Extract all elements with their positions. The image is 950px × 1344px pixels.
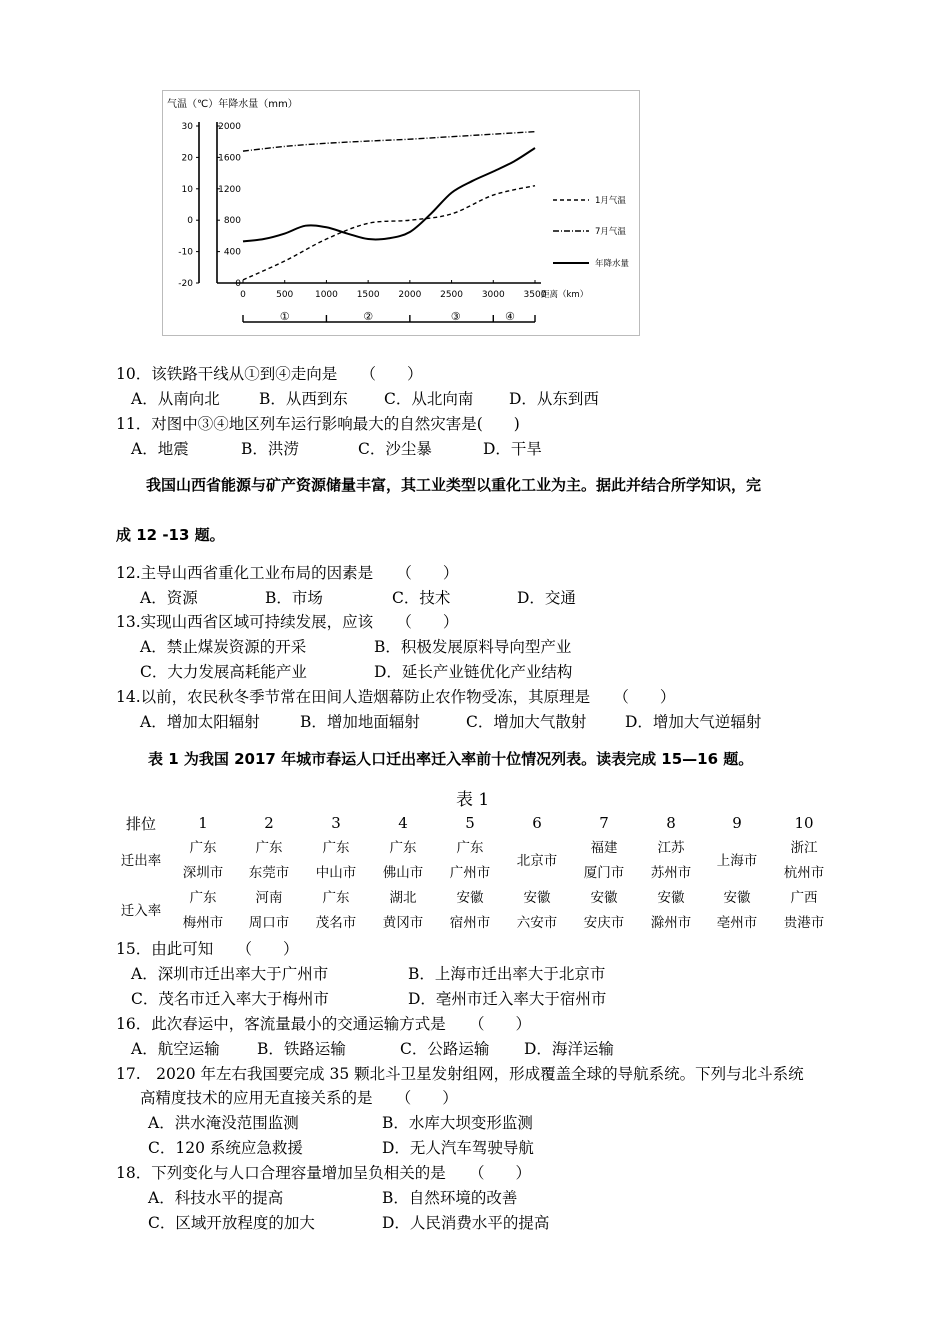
question-15-option-d: D．亳州市迁入率大于宿州市 <box>408 990 607 1008</box>
table-row <box>112 836 838 886</box>
question-11-option-b: B．洪涝 <box>241 440 299 458</box>
question-18-option-d: D．人民消费水平的提高 <box>382 1214 550 1232</box>
table-cell <box>704 836 770 886</box>
cell-city: 亳州市 <box>716 915 758 931</box>
question-18-option-c: C．区域开放程度的加大 <box>148 1214 315 1232</box>
cell-province: 安徽 <box>456 890 484 906</box>
x-tick-label: 2000 <box>398 290 422 300</box>
temperature-tick-label: 30 <box>181 122 193 132</box>
cell-city: 茂名市 <box>315 915 357 931</box>
question-stem: 该铁路干线从①到④走向是 （ ） <box>151 365 423 383</box>
question-17-option-b: B．水库大坝变形监测 <box>382 1114 533 1132</box>
table-header-cell: 10 <box>794 814 814 832</box>
cell-city: 六安市 <box>516 915 558 931</box>
cell-city: 北京市 <box>516 852 558 869</box>
table-header-row <box>112 810 838 836</box>
table-cell <box>704 886 770 936</box>
table-header-cell: 8 <box>666 814 676 832</box>
intro-text-line2: 成 12 -13 题。 <box>116 526 225 544</box>
region-label: ③ <box>450 310 461 323</box>
question-16-option-b: B．铁路运输 <box>257 1040 346 1058</box>
intro-text-line1: 我国山西省能源与矿产资源储量丰富，其工业类型以重化工业为主。据此并结合所学知识，完 <box>146 476 762 494</box>
table-header-cell: 9 <box>732 814 742 832</box>
question-17-stem-line2: 高精度技术的应用无直接关系的是 （ ） <box>140 1089 458 1107</box>
cell-province: 广东 <box>389 840 417 856</box>
question-10-option-a: A．从南向北 <box>131 390 220 408</box>
question-14-stem: 14.以前，农民秋冬季节常在田间人造烟幕防止农作物受冻，其原理是 （ ） <box>116 688 676 706</box>
question-11-option-a: A．地震 <box>131 440 189 458</box>
question-number: 11． <box>116 415 152 433</box>
table-cell <box>638 836 704 886</box>
x-tick-label: 500 <box>276 290 294 300</box>
cell-province: 安徽 <box>723 890 751 906</box>
question-13-option-d: D．延长产业链优化产业结构 <box>374 663 573 681</box>
cell-province: 广东 <box>189 890 217 906</box>
cell-city: 安庆市 <box>583 915 625 931</box>
table-cell <box>504 836 570 886</box>
table-header-cell: 2 <box>264 814 274 832</box>
question-10 <box>116 364 423 384</box>
cell-city: 厦门市 <box>583 865 625 881</box>
question-17-option-a: A．洪水淹没范围监测 <box>148 1114 299 1132</box>
cell-city: 佛山市 <box>382 865 424 881</box>
question-15-option-b: B．上海市迁出率大于北京市 <box>408 965 606 983</box>
legend-label: 7月气温 <box>595 227 626 237</box>
table-cell <box>170 886 236 936</box>
table-header-cell: 7 <box>599 814 609 832</box>
question-17-option-c: C．120 系统应急救援 <box>148 1139 303 1157</box>
question-14-option-b: B．增加地面辐射 <box>300 713 420 731</box>
question-13-option-c: C．大力发展高耗能产业 <box>140 663 307 681</box>
precipitation-tick-label: 0 <box>235 279 241 289</box>
cell-province: 安徽 <box>523 890 551 906</box>
table-cell <box>236 836 302 886</box>
cell-city: 深圳市 <box>182 865 224 881</box>
cell-city: 梅州市 <box>182 915 224 931</box>
table-cell <box>436 886 504 936</box>
table-cell <box>236 886 302 936</box>
table-cell <box>638 886 704 936</box>
question-17-option-d: D．无人汽车驾驶导航 <box>382 1139 534 1157</box>
table-header-cell: 5 <box>465 814 475 832</box>
question-15-option-a: A．深圳市迁出率大于广州市 <box>131 965 329 983</box>
cell-province: 安徽 <box>590 890 618 906</box>
question-17-stem-line1: 17. 2020 年左右我国要完成 35 颗北斗卫星发射组网，形成覆盖全球的导航系统。下列与北斗系统 <box>116 1065 804 1083</box>
question-18-stem: 18．下列变化与人口合理容量增加呈负相关的是 （ ） <box>116 1164 531 1182</box>
region-label: ① <box>279 310 290 323</box>
question-stem: 对图中③④地区列车运行影响最大的自然灾害是( ) <box>151 415 520 433</box>
table-cell <box>570 836 638 886</box>
table-header-cell: 6 <box>532 814 542 832</box>
question-12-stem: 12.主导山西省重化工业布局的因素是 （ ） <box>116 564 459 582</box>
migration-table <box>112 810 838 936</box>
question-12-option-b: B．市场 <box>265 589 323 607</box>
cell-city: 上海市 <box>716 852 758 869</box>
cell-province: 广东 <box>189 840 217 856</box>
question-14-option-a: A．增加太阳辐射 <box>140 713 260 731</box>
cell-city: 周口市 <box>248 915 290 931</box>
x-tick-label: 3500 <box>523 290 547 300</box>
x-tick-label: 3000 <box>481 290 505 300</box>
question-15-stem: 15．由此可知 （ ） <box>116 940 299 958</box>
precipitation-tick-label: 1200 <box>218 184 241 195</box>
temperature-tick-label: 10 <box>181 184 193 195</box>
cell-province: 湖北 <box>389 890 417 906</box>
question-11-option-c: C．沙尘暴 <box>358 440 432 458</box>
x-tick-label: 1500 <box>356 290 380 300</box>
cell-city: 杭州市 <box>783 865 825 881</box>
question-10-option-b: B．从西到东 <box>259 390 348 408</box>
table-cell <box>302 886 370 936</box>
table-row-label: 迁入率 <box>120 902 162 919</box>
table-cell <box>436 836 504 886</box>
table-header-cell: 4 <box>398 814 408 832</box>
cell-city: 贵港市 <box>783 915 825 931</box>
table-cell <box>170 836 236 886</box>
cell-province: 福建 <box>590 840 618 856</box>
region-label: ② <box>363 310 374 323</box>
question-11 <box>116 414 520 434</box>
cell-province: 广东 <box>322 890 350 906</box>
question-13-option-a: A．禁止煤炭资源的开采 <box>140 638 307 656</box>
question-15-option-c: C．茂名市迁入率大于梅州市 <box>131 990 329 1008</box>
cell-province: 安徽 <box>657 890 685 906</box>
table-header-rank: 排位 <box>125 814 156 833</box>
table-caption: 表 1 <box>456 790 490 810</box>
question-11-option-d: D．干旱 <box>483 440 542 458</box>
cell-province: 广东 <box>456 840 484 856</box>
cell-city: 苏州市 <box>650 865 692 881</box>
question-14-option-d: D．增加大气逆辐射 <box>625 713 762 731</box>
question-16-option-c: C．公路运输 <box>400 1040 490 1058</box>
chart-frame <box>162 90 640 336</box>
chart-header-label: 气温（℃）年降水量（mm） <box>167 99 298 110</box>
table-cell <box>302 836 370 886</box>
temperature-tick-label: 20 <box>181 153 193 164</box>
cell-city: 黄冈市 <box>382 915 424 931</box>
temperature-tick-label: -10 <box>178 247 193 258</box>
question-16-option-a: A．航空运输 <box>131 1040 220 1058</box>
question-13-option-b: B．积极发展原料导向型产业 <box>374 638 572 656</box>
table-cell <box>504 886 570 936</box>
precipitation-tick-label: 2000 <box>218 122 241 132</box>
table-header-cell: 1 <box>198 814 208 832</box>
series-line-solid <box>243 148 535 241</box>
question-12-option-c: C．技术 <box>392 589 451 607</box>
temperature-tick-label: -20 <box>178 279 193 289</box>
question-10-option-d: D．从东到西 <box>509 390 599 408</box>
climate-chart <box>163 91 639 335</box>
question-18-option-b: B．自然环境的改善 <box>382 1189 518 1207</box>
table-cell <box>570 886 638 936</box>
cell-city: 滁州市 <box>650 915 692 931</box>
question-number: 10． <box>116 365 152 383</box>
table-cell <box>770 886 838 936</box>
table-intro-text: 表 1 为我国 2017 年城市春运人口迁出率迁入率前十位情况列表。读表完成 15—16 题。 <box>148 750 754 768</box>
series-line-dashdot <box>243 132 535 151</box>
question-13-stem: 13.实现山西省区域可持续发展，应该 （ ） <box>116 613 459 631</box>
cell-province: 广西 <box>790 890 818 906</box>
question-14-option-c: C．增加大气散射 <box>466 713 587 731</box>
cell-province: 浙江 <box>790 840 818 856</box>
x-tick-label: 1000 <box>314 290 338 300</box>
table-row-label: 迁出率 <box>120 852 162 869</box>
cell-city: 宿州市 <box>449 915 491 931</box>
cell-province: 江苏 <box>657 840 685 856</box>
question-10-option-c: C．从北向南 <box>384 390 474 408</box>
question-12-option-a: A．资源 <box>140 589 198 607</box>
cell-city: 中山市 <box>315 865 357 881</box>
question-16-option-d: D．海洋运输 <box>524 1040 614 1058</box>
legend-label: 年降水量 <box>595 259 630 269</box>
x-tick-label: 0 <box>240 290 246 300</box>
question-12-option-d: D．交通 <box>517 589 576 607</box>
cell-province: 广东 <box>255 840 283 856</box>
precipitation-tick-label: 800 <box>223 216 241 227</box>
table-cell <box>370 836 436 886</box>
table-cell <box>370 886 436 936</box>
table-header-cell: 3 <box>331 814 341 832</box>
legend-label: 1月气温 <box>595 196 626 206</box>
table-cell <box>770 836 838 886</box>
temperature-tick-label: 0 <box>187 216 193 227</box>
x-axis-label: 距离（km） <box>541 290 589 300</box>
cell-city: 东莞市 <box>248 865 290 881</box>
precipitation-tick-label: 1600 <box>218 153 241 164</box>
table-row <box>112 886 838 936</box>
cell-city: 广州市 <box>449 865 491 881</box>
question-16-stem: 16．此次春运中，客流量最小的交通运输方式是 （ ） <box>116 1015 531 1033</box>
question-18-option-a: A．科技水平的提高 <box>148 1189 284 1207</box>
x-tick-label: 2500 <box>440 290 464 300</box>
cell-province: 广东 <box>322 840 350 856</box>
region-label: ④ <box>505 310 515 323</box>
cell-province: 河南 <box>255 890 283 906</box>
precipitation-tick-label: 400 <box>223 247 241 258</box>
